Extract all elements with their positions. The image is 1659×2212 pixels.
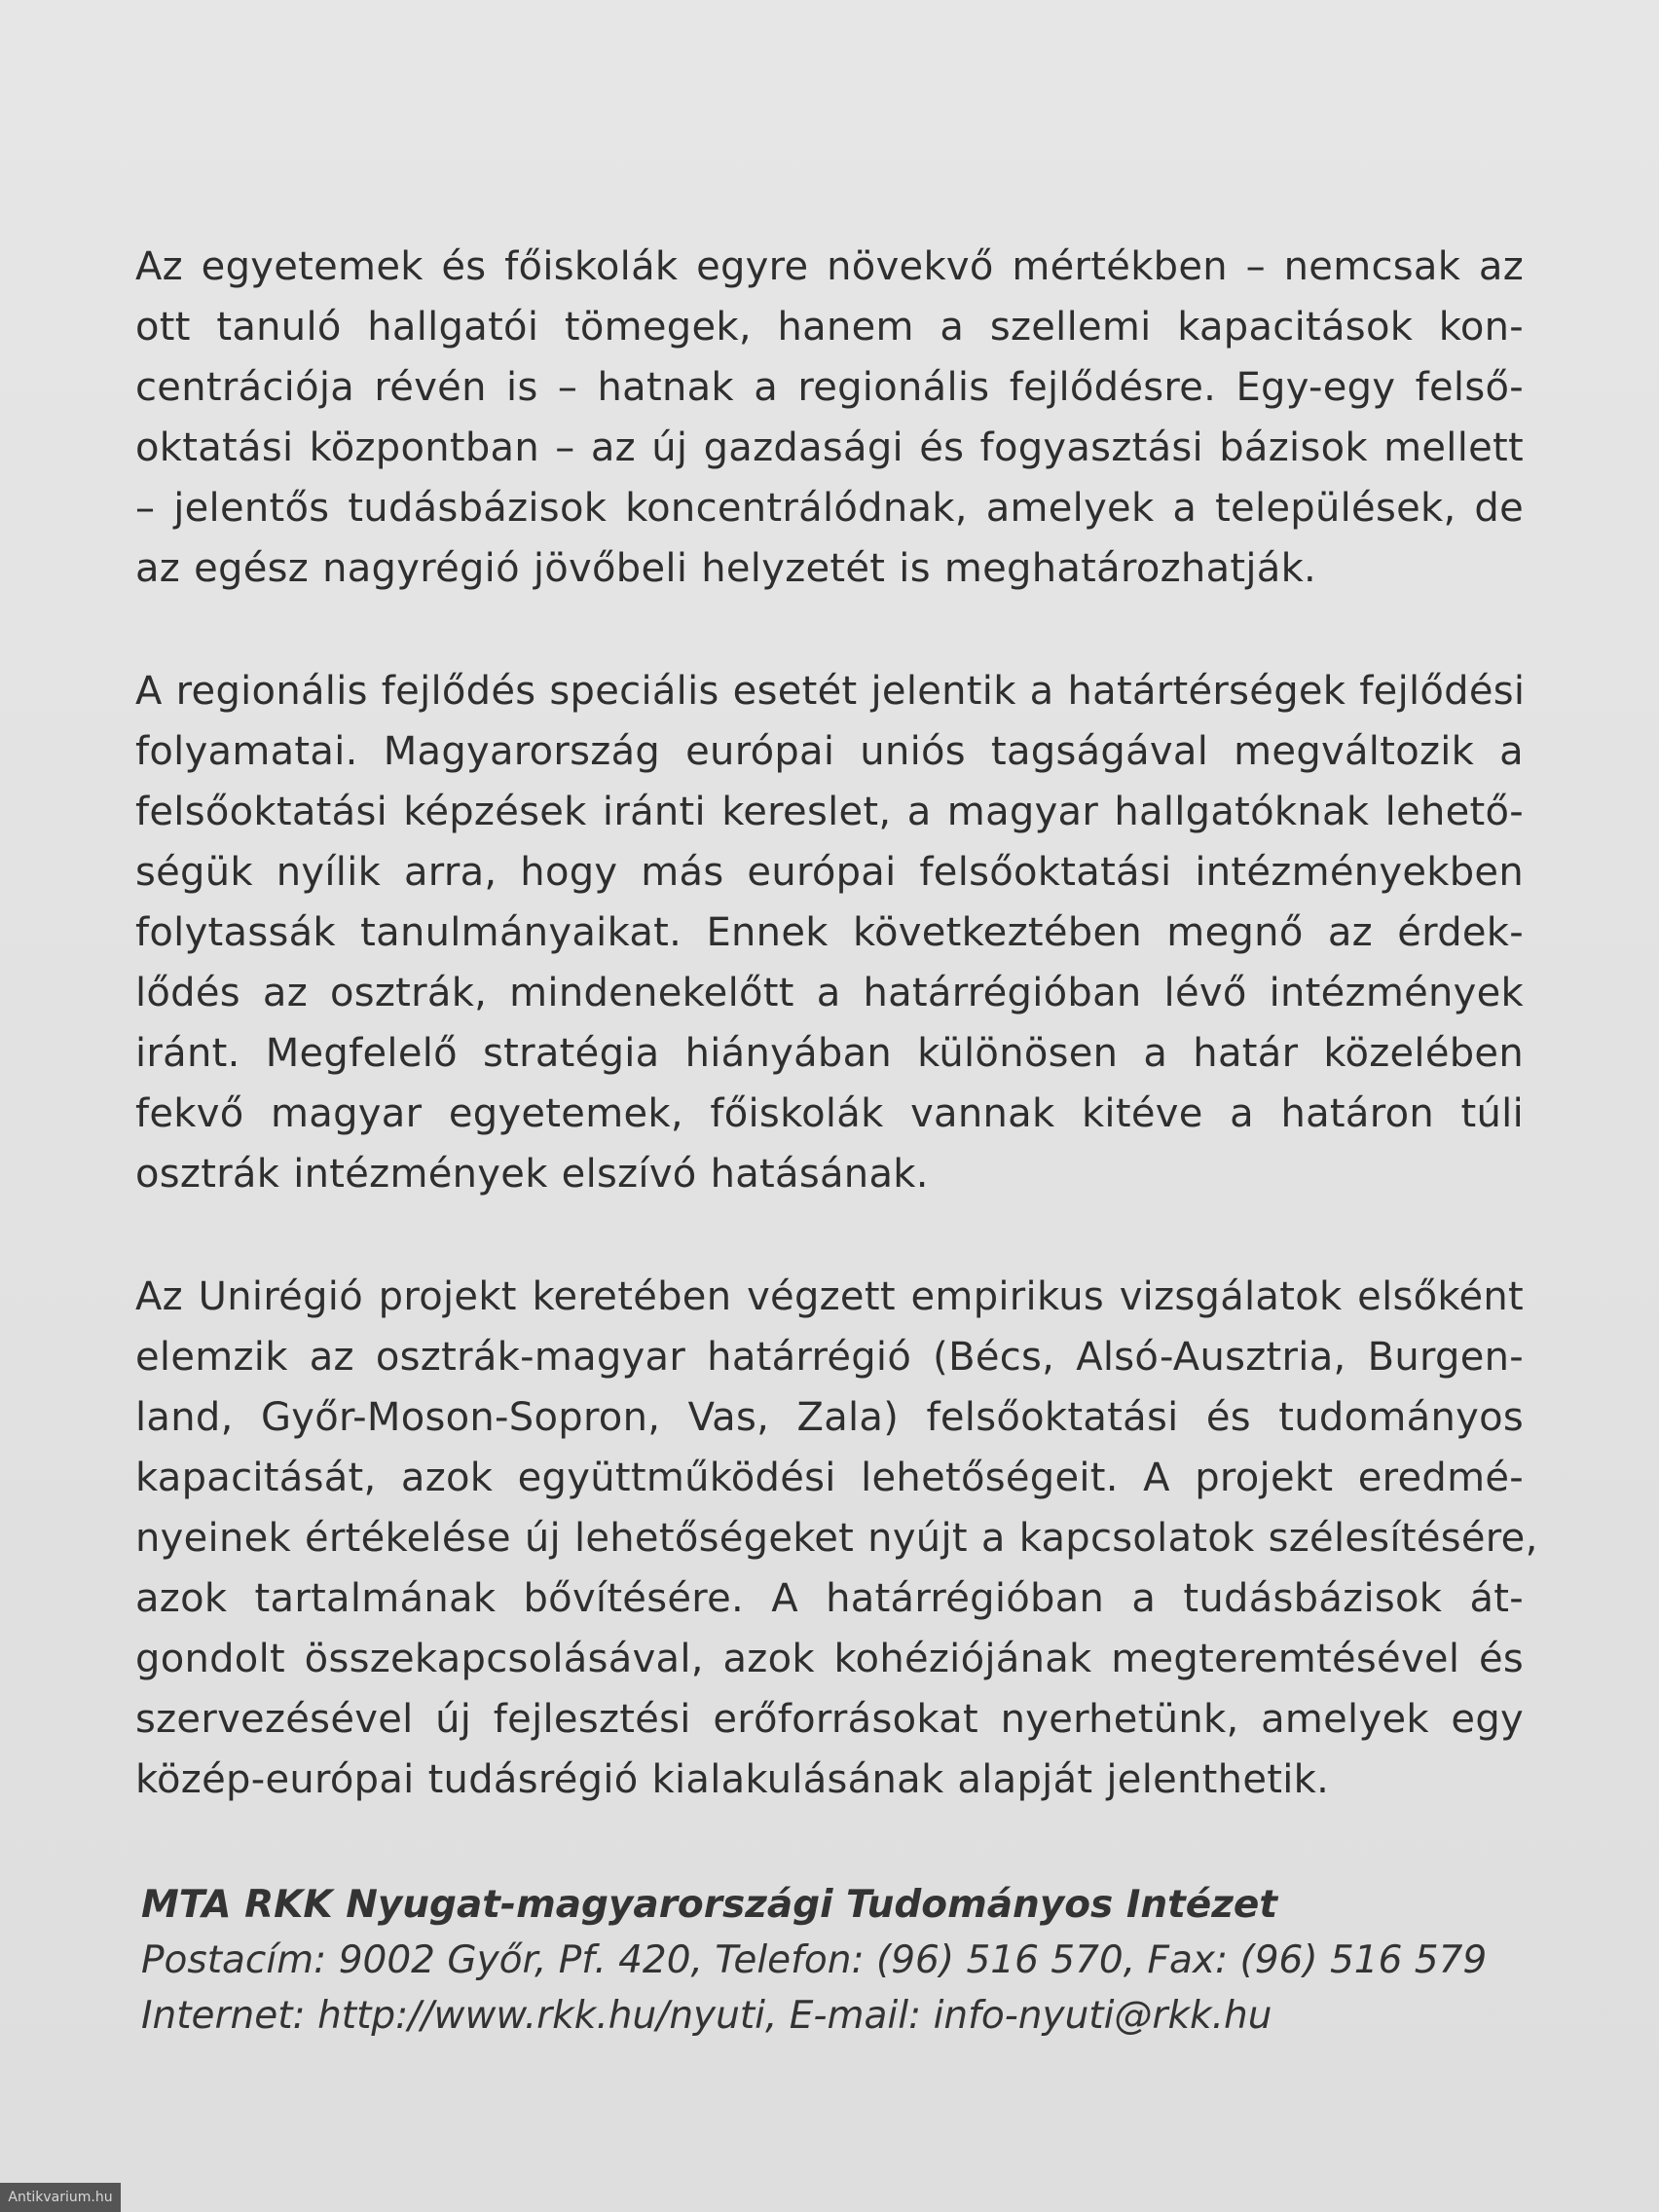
postal-address: Postacím: 9002 Győr, Pf. 420, Telefon: (96) 516 570, Fax: (96) 516 579 (141, 1938, 1488, 1982)
text-line: A regionális fejlődés speciális esetét jelentik a határtérségek fejlődési (135, 669, 1526, 714)
text-line: oktatási központban – az új gazdasági és fogyasztási bázisok mellett (135, 425, 1524, 470)
text-line: folyamatai. Magyarország európai uniós tagságával megváltozik a (135, 729, 1524, 774)
paragraph-2 (135, 661, 1524, 1204)
text-line: folytassák tanulmányaikat. Ennek következtében megnő az érdek- (135, 910, 1524, 955)
text-line: elemzik az osztrák-magyar határrégió (Bécs, Alsó-Ausztria, Burgen- (135, 1335, 1524, 1380)
text-line: fekvő magyar egyetemek, főiskolák vannak kitéve a határon túli (135, 1091, 1524, 1136)
text-line: gondolt összekapcsolásával, azok kohéziójának megteremtésével és (135, 1637, 1524, 1681)
text-line: kapacitását, azok együttműködési lehetőségeit. A projekt eredmé- (135, 1456, 1524, 1500)
text-line: centrációja révén is – hatnak a regionális fejlődésre. Egy-egy felső- (135, 365, 1524, 410)
text-line: szervezésével új fejlesztési erőforrásokat nyerhetünk, amelyek egy (135, 1697, 1524, 1742)
text-line: – jelentős tudásbázisok koncentrálódnak, amelyek a települések, de (135, 486, 1524, 531)
paragraph-3 (135, 1267, 1538, 1810)
text-line: azok tartalmának bővítésére. A határrégióban a tudásbázisok át- (135, 1576, 1524, 1621)
body-text (135, 237, 1538, 1872)
text-line: lődés az osztrák, mindenekelőtt a határrégióban lévő intézmények (135, 971, 1524, 1015)
text-line: ségük nyílik arra, hogy más európai felsőoktatási intézményekben (135, 850, 1524, 895)
paragraph-1 (135, 237, 1524, 599)
text-line: osztrák intézmények elszívó hatásának. (135, 1152, 929, 1197)
text-line: nyeinek értékelése új lehetőségeket nyújt a kapcsolatok szélesítésére, (135, 1516, 1538, 1561)
text-line: felsőoktatási képzések iránti kereslet, a magyar hallgatóknak lehető- (135, 790, 1524, 834)
text-line: közép-európai tudásrégió kialakulásának alapját jelenthetik. (135, 1757, 1330, 1802)
source-watermark: Antikvarium.hu (0, 2183, 121, 2212)
internet-contact[interactable]: Internet: http://www.rkk.hu/nyuti, E-mail: info-nyuti@rkk.hu (141, 1994, 1272, 2038)
text-line: Az egyetemek és főiskolák egyre növekvő mértékben – nemcsak az (135, 244, 1524, 289)
text-line: az egész nagyrégió jövőbeli helyzetét is meghatározhatják. (135, 546, 1317, 591)
text-line: iránt. Megfelelő stratégia hiányában különösen a határ közelében (135, 1031, 1524, 1076)
publisher-info (141, 1877, 1524, 2044)
text-line: land, Győr-Moson-Sopron, Vas, Zala) felsőoktatási és tudományos (135, 1395, 1524, 1440)
publisher-name: MTA RKK Nyugat-magyarországi Tudományos Intézet (141, 1883, 1277, 1927)
text-line: Az Unirégió projekt keretében végzett empirikus vizsgálatok elsőként (135, 1274, 1524, 1319)
text-line: ott tanuló hallgatói tömegek, hanem a szellemi kapacitások kon- (135, 305, 1524, 350)
